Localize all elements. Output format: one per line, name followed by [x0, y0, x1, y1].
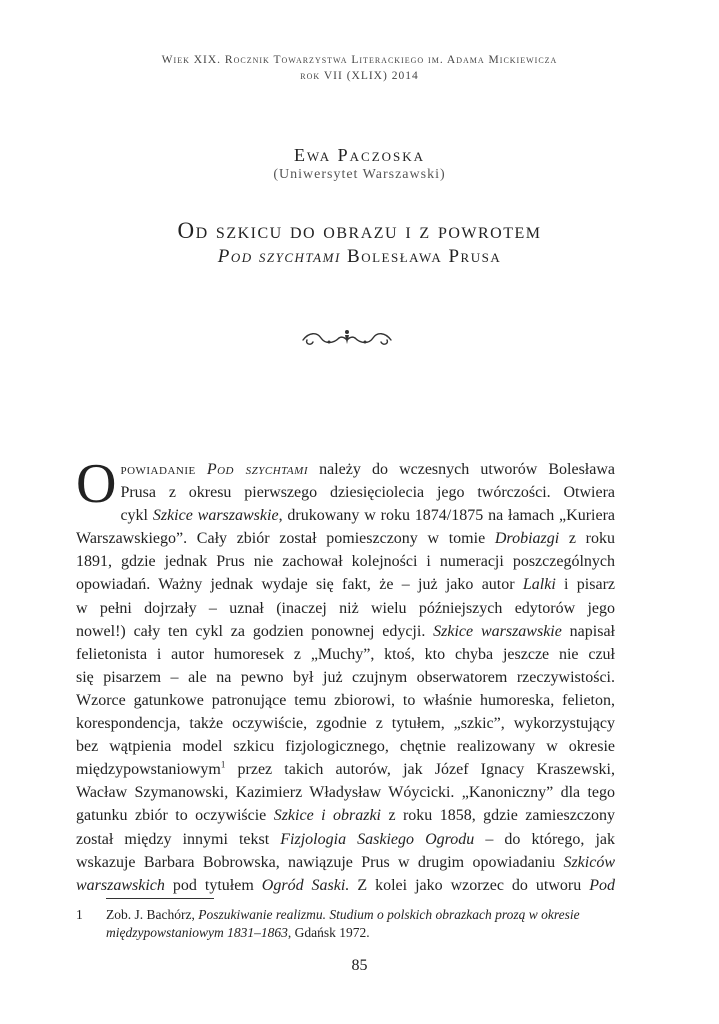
running-head	[0, 52, 719, 84]
body-line: gatunku zbiór to oczywiście Szkice i obrazki z roku 1858, gdzie zamieszczony	[76, 807, 615, 825]
footnote: 1 Zob. J. Bachórz, Poszukiwanie realizmu. Studium o polskich obrazkach prozą w okresie międzypowstaniowym 1831–1863, Gdańsk 1972.	[76, 907, 580, 940]
footnote-number: 1	[76, 907, 83, 922]
subtitle-rest: Bolesława Prusa	[340, 246, 502, 267]
body-line: Warszawskiego”. Cały zbiór został pomieszczony w tomie Drobiazgi z roku	[76, 530, 615, 548]
journal-title: Wiek XIX. Rocznik Towarzystwa Literackiego im. Adama Mickiewicza	[161, 54, 558, 66]
journal-volume: rok VII (XLIX) 2014	[300, 70, 419, 82]
article-title: Od szkicu do obrazu i z powrotem	[177, 218, 542, 243]
body-line: cykl Szkice warszawskie, drukowany w roku 1874/1875 na łamach „Kuriera	[120, 507, 616, 525]
footnote-divider	[106, 898, 214, 899]
body-line: międzypowstaniowym$^1$ przez takich autorów, jak Józef Ignacy Kraszewski,	[76, 759, 615, 779]
body-line: został między innymi tekst Fizjologia Saskiego Ogrodu – do którego, jak	[76, 830, 616, 848]
body-line: Wacław Szymanowski, Kazimierz Władysław Wóycicki. „Kanoniczny” dla tego	[76, 784, 615, 802]
body-line: felietonista i autor humoresek z „Muchy”, ktoś, kto chyba jeszcze nie czuł	[76, 645, 615, 663]
body-line: Prusa z okresu pierwszego dziesięciolecia jego twórczości. Otwiera	[120, 484, 615, 502]
body-line: nowel!) cały ten cykl za godzien ponownej edycji. Szkice warszawskie napisał	[76, 622, 616, 640]
body-line: wskazuje Barbara Bobrowska, nawiązuje Prus w drugim opowiadaniu Szkiców	[76, 853, 615, 871]
body-line: korespondencja, także oczywiście, zgodnie z tytułem, „szkic”, wykorzystujący	[76, 715, 615, 733]
body-line: w pełni dojrzały – uznał (inaczej niż wielu późniejszych edytorów jego	[76, 599, 615, 617]
footnote-ref[interactable]: 1	[220, 759, 226, 770]
author-affiliation: (Uniwersytet Warszawski)	[273, 167, 446, 182]
article-subtitle	[0, 246, 719, 268]
body-line: 1891, gdzie jednak Prus nie zachował kolejności i numeracji poszczególnych	[76, 553, 615, 571]
page-number: 85	[351, 957, 368, 974]
subtitle-italic: Pod szychtami	[217, 246, 341, 267]
drop-cap: O	[76, 453, 117, 515]
ornament-icon	[299, 326, 395, 350]
body-line: się pisarzem – ale na pewno był już czujnym obserwatorem rzeczywistości.	[76, 668, 615, 686]
article-body	[76, 453, 616, 897]
body-line: powiadanie Pod szychtami należy do wczesnych utworów Bolesława	[120, 461, 616, 478]
body-line: warszawskich pod tytułem Ogród Saski. Z kolei jako wzorzec do utworu Pod	[76, 876, 616, 894]
body-line: opowiadań. Ważny jednak wydaje się fakt, że – już jako autor Lalki i pisarz	[76, 576, 616, 594]
body-line: Wzorce gatunkowe patronujące temu zbiorowi, to właśnie humoreska, felieton,	[76, 691, 615, 709]
article-author: Ewa Paczoska	[293, 145, 426, 165]
body-line: bez wątpienia model szkicu fizjologicznego, chętnie realizowany w okresie	[76, 738, 615, 756]
